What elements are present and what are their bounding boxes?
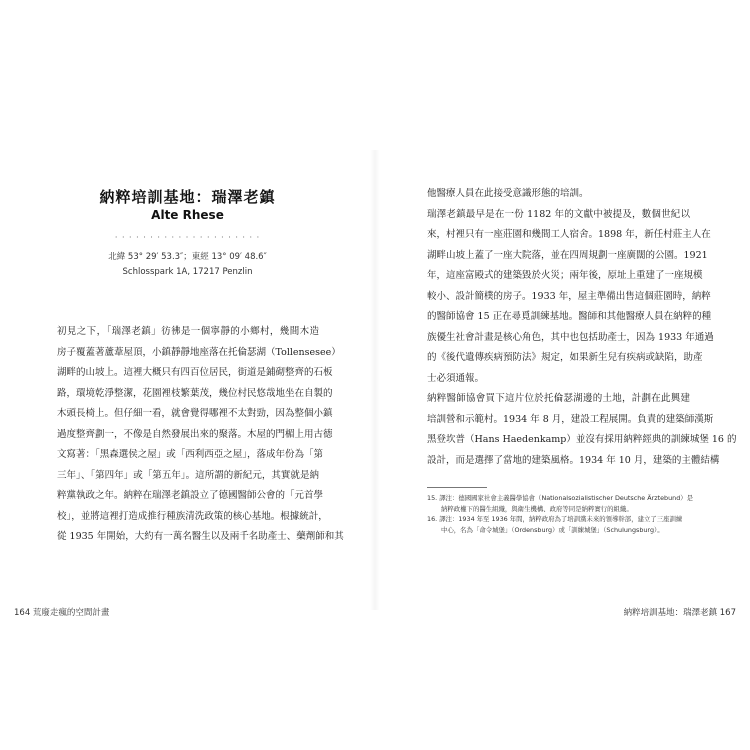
gps-coordinates: 北緯 53° 29′ 53.3″；東經 13° 09′ 48.6″ <box>108 252 267 262</box>
right-page <box>375 0 750 750</box>
text-line: 初見之下，「瑞澤老鎮」彷彿是一個寧靜的小鄉村，幾間木造 <box>57 326 319 337</box>
text-line: 瑞澤老鎮最早是在一份 1182 年的文獻中被提及，數個世紀以 <box>427 208 690 220</box>
chapter-heading <box>60 188 315 278</box>
text-line: 納粹醫師協會買下這片位於托倫瑟湖邊的土地，計劃在此興建 <box>427 393 690 404</box>
chapter-subtitle: Alte Rhese <box>151 208 224 222</box>
text-line: 路，環境乾淨整潔，花園裡枝繁葉茂，幾位村民悠哉地坐在自製的 <box>57 387 333 399</box>
text-line: 校」，並將這裡打造成推行種族清洗政策的核心基地。根據統計， <box>57 510 328 522</box>
footnote-line: 納粹政權下的醫生組織，與衛生機構、政府等同是納粹實行的組織。 <box>441 504 633 513</box>
text-line: 族優生社會計畫是核心角色，其中也包括助產士，因為 1933 年通過 <box>427 331 714 343</box>
text-line: 設計，而是選擇了當地的建築風格。1934 年 10 月，建築的主體結構 <box>427 454 720 466</box>
text-line: 文寫著：「黑森選侯之屋」或「西利西亞之屋」，落成年份為「第 <box>57 449 324 460</box>
text-line: 的醫師協會 15 正在尋覓訓練基地。醫師和其他醫療人員在納粹的種 <box>427 311 712 322</box>
street-address: Schlosspark 1A, 17217 Penzlin <box>122 267 253 277</box>
page-number-right: 納粹培訓基地：瑞澤老鎮 167 <box>623 608 736 618</box>
text-line: 三年」、「第四年」或「第五年」。這所謂的新紀元，其實就是納 <box>57 469 319 481</box>
footnotes <box>427 493 694 535</box>
text-line: 湖畔的山坡上。這裡大概只有四百位居民，街道是鋪砌整齊的石板 <box>57 367 333 378</box>
text-line: 的《後代遺傳疾病預防法》規定，如果新生兒有疾病或缺陷，助產 <box>427 352 703 363</box>
footnote-divider <box>427 487 487 488</box>
text-line: 培訓營和示範村。1934 年 8 月，建設工程展開。負責的建築師漢斯 <box>427 413 714 425</box>
text-line: 他醫療人員在此接受意識形態的培訓。 <box>427 188 589 199</box>
text-line: 來，村裡只有一座莊園和幾間工人宿舍。1898 年，新任村莊主人在 <box>427 229 711 240</box>
page-number-left: 164 荒廢走瘋的空間計畫 <box>14 608 110 618</box>
text-line: 黑登坎普（Hans Haedenkamp）並沒有採用納粹經典的訓練城堡 16 的 <box>427 434 737 445</box>
text-line: 從 1935 年開始，大約有一萬名醫生以及兩千名助產士、藥劑師和其 <box>57 531 344 542</box>
right-body-text <box>427 184 737 471</box>
footnote-line: 15. 譯注：德國國家社會主義醫學協會（Nationalsozialistischer Deutsche Ärztebund）是 <box>427 494 694 502</box>
footnote-line: 中心，名為「命令城堡」（Ordensburg）或「訓練城堡」（Schulungsburg）。 <box>441 525 664 534</box>
footnote-line: 16. 譯注：1934 年至 1936 年間，納粹政府為了培訓黨未來的領導幹部，建立了三座訓練 <box>427 515 683 523</box>
chapter-title: 納粹培訓基地：瑞澤老鎮 <box>99 188 276 206</box>
left-body-text <box>57 322 344 548</box>
text-line: 過度整齊劃一，不像是自然發展出來的聚落。木屋的門楣上用古德 <box>57 428 333 440</box>
text-line: 士必須通報。 <box>427 372 485 384</box>
text-line: 木頭長椅上。但仔細一看，就會覺得哪裡不太對勁，因為整個小鎮 <box>57 408 333 419</box>
text-line: 年，這座富殿式的建築毀於火災；兩年後，原址上重建了一座規模 <box>427 270 703 281</box>
text-line: 房子覆蓋著蘆葦屋頂，小鎮靜靜地座落在托倫瑟湖（Tollensesee） <box>57 346 341 358</box>
text-line: 較小、設計簡樸的房子。1933 年，屋主準備出售這個莊園時，納粹 <box>427 290 711 302</box>
text-line: 湖畔山坡上蓋了一座大院落，並在四周規劃一座廣闊的公園。1921 <box>427 249 708 261</box>
dotted-ornament: · · · · · · · · · · · · · · · · · · · · · <box>114 233 261 242</box>
text-line: 粹黨執政之年。納粹在瑞澤老鎮設立了德國醫師公會的「元首學 <box>57 490 324 501</box>
